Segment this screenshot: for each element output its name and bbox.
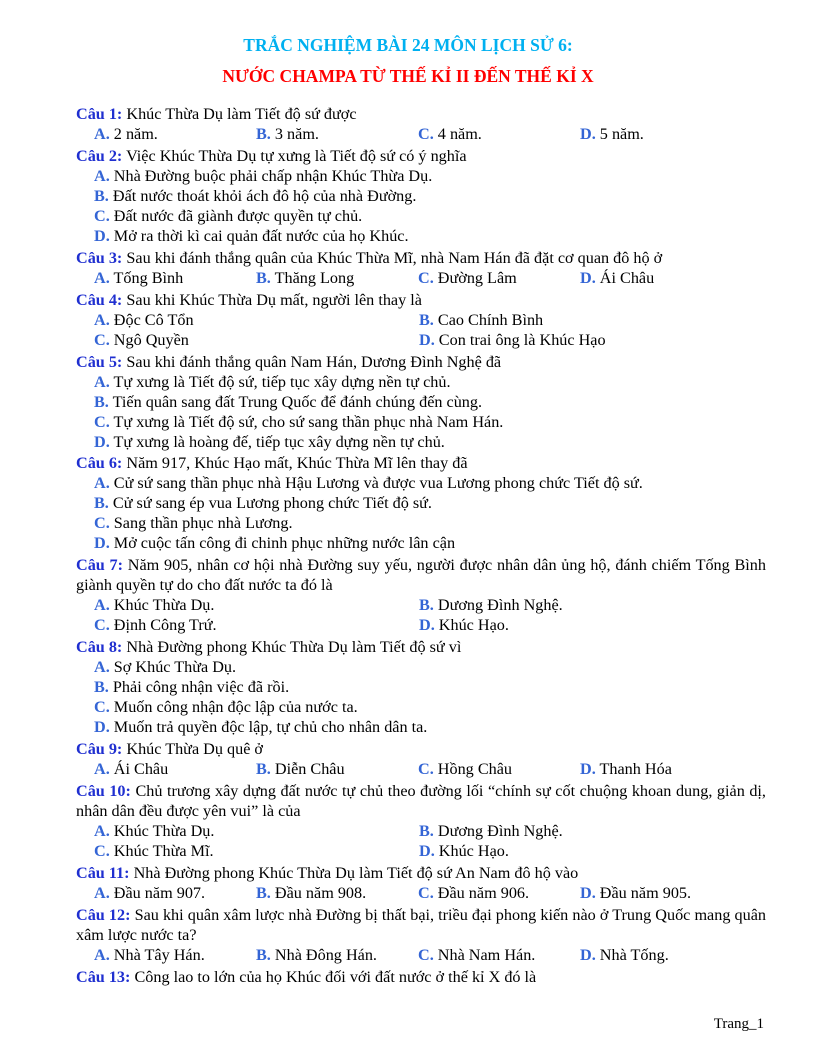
answer-option <box>256 945 418 965</box>
option-letter: B. <box>256 760 271 779</box>
option-letter: A. <box>94 945 110 964</box>
question-number: Câu 4: <box>76 290 123 309</box>
answer-option <box>419 310 744 330</box>
answer-option <box>419 595 744 615</box>
question-stem <box>76 248 766 268</box>
options-row <box>94 310 766 330</box>
option-letter: D. <box>419 616 435 635</box>
option-text: 3 năm. <box>270 125 319 143</box>
answer-options <box>76 595 766 635</box>
options-row <box>94 595 766 615</box>
option-letter: C. <box>94 514 110 533</box>
answer-option <box>418 945 580 965</box>
option-text: Đầu năm 908. <box>270 883 367 902</box>
answer-option <box>94 717 427 737</box>
option-letter: A. <box>94 310 110 329</box>
option-letter: C. <box>418 125 434 143</box>
answer-option <box>94 473 643 493</box>
option-letter: C. <box>94 412 110 431</box>
option-letter: B. <box>94 392 109 411</box>
option-text: 5 năm. <box>595 125 644 143</box>
option-text: Ái Châu <box>109 760 169 779</box>
option-text: Tự xưng là Tiết độ sứ, cho sứ sang thần phục nhà Nam Hán. <box>109 412 504 431</box>
option-text: Khúc Hạo. <box>434 842 509 861</box>
answer-option <box>94 759 256 779</box>
question-stem <box>76 453 766 473</box>
answer-option <box>94 206 362 226</box>
option-text: Muốn trả quyền độc lập, tự chủ cho nhân dân ta. <box>109 718 428 737</box>
option-text: Tiến quân sang đất Trung Quốc để đánh chúng đến cùng. <box>108 392 483 411</box>
option-letter: A. <box>94 268 110 287</box>
question-text: Khúc Thừa Dụ quê ở <box>122 740 263 759</box>
question-9 <box>76 739 766 779</box>
answer-option <box>94 697 358 717</box>
answer-option <box>94 432 445 452</box>
question-number: Câu 12: <box>76 905 131 924</box>
question-6 <box>76 453 766 553</box>
answer-option <box>94 615 419 635</box>
answer-option <box>419 615 744 635</box>
options-row <box>94 412 766 432</box>
answer-option <box>94 330 419 350</box>
answer-options <box>76 310 766 350</box>
option-text: Định Công Trứ. <box>109 616 217 635</box>
option-letter: C. <box>94 330 110 349</box>
option-letter: B. <box>256 268 271 287</box>
question-number: Câu 2: <box>76 146 123 165</box>
question-text: Sau khi đánh thắng quân của Khúc Thừa Mĩ, nhà Nam Hán đã đặt cơ quan đô hộ ở <box>122 248 663 267</box>
options-row <box>94 493 766 513</box>
answer-option <box>94 883 256 903</box>
question-number: Câu 1: <box>76 105 123 123</box>
option-text: Diễn Châu <box>270 760 345 779</box>
answer-option <box>418 268 580 288</box>
question-list <box>76 104 766 987</box>
answer-option <box>580 759 742 779</box>
answer-options <box>76 268 766 288</box>
option-letter: D. <box>94 226 110 245</box>
option-letter: A. <box>94 658 110 677</box>
answer-option <box>580 124 742 144</box>
question-stem <box>76 104 766 124</box>
document-subtitle: NƯỚC CHAMPA TỪ THẾ KỈ II ĐẾN THẾ KỈ X <box>222 66 594 86</box>
option-text: Tự xưng là hoàng đế, tiếp tục xây dựng nền tự chủ. <box>109 432 445 451</box>
option-text: Sợ Khúc Thừa Dụ. <box>109 658 237 677</box>
question-13 <box>76 967 766 987</box>
question-text: Năm 917, Khúc Hạo mất, Khúc Thừa Mĩ lên thay đã <box>122 454 468 473</box>
option-letter: A. <box>94 474 110 493</box>
question-text: Năm 905, nhân cơ hội nhà Đường suy yếu, người được nhân dân ủng hộ, đánh chiếm Tống Bình giành quyền tự do cho đất nước ta đó là <box>76 556 766 595</box>
answer-options <box>76 473 766 553</box>
option-text: Nhà Tống. <box>595 945 669 964</box>
option-letter: D. <box>580 760 596 779</box>
question-stem <box>76 863 766 883</box>
option-text: Mở ra thời kì cai quản đất nước của họ Khúc. <box>109 226 409 245</box>
option-letter: A. <box>94 166 110 185</box>
answer-option <box>580 883 742 903</box>
option-letter: C. <box>418 883 434 902</box>
option-text: Khúc Thừa Dụ. <box>109 822 215 841</box>
option-letter: B. <box>256 945 271 964</box>
answer-options <box>76 657 766 737</box>
option-text: Ái Châu <box>595 268 655 287</box>
answer-options <box>76 821 766 861</box>
options-row <box>94 268 766 288</box>
question-4 <box>76 290 766 350</box>
question-stem <box>76 637 766 657</box>
option-letter: D. <box>94 718 110 737</box>
answer-option <box>94 392 482 412</box>
options-row <box>94 697 766 717</box>
options-row <box>94 186 766 206</box>
answer-option <box>94 166 432 186</box>
option-letter: D. <box>580 883 596 902</box>
question-2 <box>76 146 766 246</box>
option-letter: D. <box>580 945 596 964</box>
option-text: Đầu năm 905. <box>595 883 692 902</box>
answer-option <box>418 759 580 779</box>
options-row <box>94 883 766 903</box>
answer-options <box>76 883 766 903</box>
options-row <box>94 206 766 226</box>
option-letter: C. <box>94 698 110 717</box>
question-text: Sau khi Khúc Thừa Dụ mất, người lên thay là <box>122 290 422 309</box>
question-text: Công lao to lớn của họ Khúc đối với đất nước ở thế kỉ X đó là <box>130 967 537 986</box>
question-stem <box>76 352 766 372</box>
answer-option <box>94 677 289 697</box>
question-7 <box>76 555 766 635</box>
option-text: Nhà Đường buộc phải chấp nhận Khúc Thừa Dụ. <box>109 166 433 185</box>
option-letter: D. <box>580 125 596 143</box>
option-text: Dương Đình Nghệ. <box>433 822 563 841</box>
options-row <box>94 166 766 186</box>
options-row <box>94 657 766 677</box>
question-stem <box>76 905 766 945</box>
question-number: Câu 13: <box>76 967 131 986</box>
answer-option <box>580 268 742 288</box>
option-letter: B. <box>419 310 434 329</box>
option-letter: D. <box>419 842 435 861</box>
question-stem <box>76 146 766 166</box>
question-stem <box>76 739 766 759</box>
option-text: Đầu năm 906. <box>433 883 530 902</box>
options-row <box>94 226 766 246</box>
answer-option <box>256 124 418 144</box>
options-row <box>94 841 766 861</box>
option-letter: C. <box>94 206 110 225</box>
options-row <box>94 615 766 635</box>
option-text: Dương Đình Nghệ. <box>433 596 563 615</box>
option-letter: B. <box>419 596 434 615</box>
question-text: Sau khi đánh thắng quân Nam Hán, Dương Đình Nghệ đã <box>122 352 502 371</box>
option-letter: A. <box>94 822 110 841</box>
options-row <box>94 124 766 144</box>
option-letter: D. <box>94 432 110 451</box>
question-3 <box>76 248 766 288</box>
answer-option <box>419 821 744 841</box>
option-letter: D. <box>419 330 435 349</box>
option-letter: B. <box>419 822 434 841</box>
option-text: Nhà Đông Hán. <box>270 945 377 964</box>
answer-option <box>94 268 256 288</box>
answer-option <box>94 841 419 861</box>
option-text: Cử sứ sang ép vua Lương phong chức Tiết độ sứ. <box>108 494 432 513</box>
option-letter: A. <box>94 125 110 143</box>
answer-option <box>419 330 744 350</box>
option-text: Đầu năm 907. <box>109 883 206 902</box>
question-number: Câu 10: <box>76 782 131 801</box>
question-stem <box>76 555 766 595</box>
question-1 <box>76 104 766 144</box>
answer-option <box>94 595 419 615</box>
option-letter: C. <box>94 616 110 635</box>
option-text: Khúc Thừa Mĩ. <box>109 842 214 861</box>
answer-option <box>94 493 432 513</box>
options-row <box>94 392 766 412</box>
answer-option <box>94 124 256 144</box>
answer-options <box>76 945 766 965</box>
answer-option <box>418 124 580 144</box>
question-stem <box>76 290 766 310</box>
options-row <box>94 330 766 350</box>
question-8 <box>76 637 766 737</box>
answer-option <box>94 226 409 246</box>
answer-option <box>94 533 455 553</box>
option-text: Đất nước thoát khỏi ách đô hộ của nhà Đường. <box>108 186 417 205</box>
option-text: 4 năm. <box>433 125 482 143</box>
option-text: Con trai ông là Khúc Hạo <box>434 330 606 349</box>
option-letter: D. <box>94 534 110 553</box>
answer-option <box>256 883 418 903</box>
option-letter: A. <box>94 883 110 902</box>
option-text: Phải công nhận việc đã rồi. <box>108 678 290 697</box>
option-letter: B. <box>256 125 271 143</box>
question-number: Câu 5: <box>76 352 123 371</box>
options-row <box>94 759 766 779</box>
option-text: Nhà Tây Hán. <box>109 945 205 964</box>
option-letter: A. <box>94 372 110 391</box>
option-text: Khúc Thừa Dụ. <box>109 596 215 615</box>
option-text: Mở cuộc tấn công đi chinh phục những nước lân cận <box>109 534 456 553</box>
option-text: Cử sứ sang thần phục nhà Hậu Lương và được vua Lương phong chức Tiết độ sứ. <box>109 474 643 493</box>
option-letter: C. <box>418 268 434 287</box>
option-text: Ngô Quyền <box>109 330 189 349</box>
question-number: Câu 11: <box>76 863 130 882</box>
option-text: Muốn công nhận độc lập của nước ta. <box>109 698 358 717</box>
answer-option <box>419 841 744 861</box>
option-text: Nhà Nam Hán. <box>433 945 536 964</box>
question-text: Khúc Thừa Dụ làm Tiết độ sứ được <box>122 105 357 123</box>
answer-option <box>94 513 293 533</box>
answer-option <box>256 759 418 779</box>
option-letter: C. <box>418 760 434 779</box>
options-row <box>94 821 766 841</box>
answer-option <box>94 412 503 432</box>
options-row <box>94 945 766 965</box>
options-row <box>94 372 766 392</box>
option-text: Đất nước đã giành được quyền tự chủ. <box>109 206 363 225</box>
question-text: Việc Khúc Thừa Dụ tự xưng là Tiết độ sứ có ý nghĩa <box>122 146 467 165</box>
page-number: Trang_1 <box>713 1016 764 1032</box>
question-text: Nhà Đường phong Khúc Thừa Dụ làm Tiết độ sứ vì <box>122 638 462 657</box>
answer-option <box>94 657 236 677</box>
answer-option <box>94 945 256 965</box>
option-letter: D. <box>580 268 596 287</box>
option-text: Tống Bình <box>109 268 184 287</box>
document-title: TRẮC NGHIỆM BÀI 24 MÔN LỊCH SỬ 6: <box>243 35 573 55</box>
answer-options <box>76 124 766 144</box>
option-text: Cao Chính Bình <box>433 310 544 329</box>
option-text: Hồng Châu <box>433 760 512 779</box>
answer-options <box>76 759 766 779</box>
options-row <box>94 432 766 452</box>
option-letter: B. <box>94 494 109 513</box>
question-12 <box>76 905 766 965</box>
question-number: Câu 3: <box>76 248 123 267</box>
option-text: Sang thần phục nhà Lương. <box>109 514 293 533</box>
question-stem <box>76 967 766 987</box>
answer-options <box>76 372 766 452</box>
option-letter: B. <box>94 678 109 697</box>
answer-option <box>94 372 451 392</box>
option-letter: C. <box>94 842 110 861</box>
question-text: Chủ trương xây dựng đất nước tự chủ theo đường lối “chính sự cốt chuộng khoan dung, giản dị, nhân dân đều được yên vui” là của <box>76 782 766 821</box>
answer-option <box>94 310 419 330</box>
question-text: Sau khi quân xâm lược nhà Đường bị thất bại, triều đại phong kiến nào ở Trung Quốc mang quân xâm lược nước ta? <box>76 905 766 944</box>
options-row <box>94 717 766 737</box>
question-text: Nhà Đường phong Khúc Thừa Dụ làm Tiết độ sứ An Nam đô hộ vào <box>129 863 579 882</box>
options-row <box>94 473 766 493</box>
options-row <box>94 677 766 697</box>
option-text: 2 năm. <box>109 125 158 143</box>
option-text: Đường Lâm <box>433 268 517 287</box>
option-letter: A. <box>94 760 110 779</box>
question-10 <box>76 781 766 861</box>
option-text: Khúc Hạo. <box>434 616 509 635</box>
option-text: Thanh Hóa <box>595 760 672 779</box>
option-letter: C. <box>418 945 434 964</box>
option-letter: A. <box>94 596 110 615</box>
option-letter: B. <box>94 186 109 205</box>
answer-option <box>418 883 580 903</box>
options-row <box>94 533 766 553</box>
option-text: Tự xưng là Tiết độ sứ, tiếp tục xây dựng nền tự chủ. <box>109 372 451 391</box>
question-number: Câu 9: <box>76 740 123 759</box>
answer-option <box>256 268 418 288</box>
question-number: Câu 7: <box>76 556 124 575</box>
answer-options <box>76 166 766 246</box>
question-stem <box>76 781 766 821</box>
question-11 <box>76 863 766 903</box>
question-5 <box>76 352 766 452</box>
options-row <box>94 513 766 533</box>
answer-option <box>580 945 742 965</box>
answer-option <box>94 821 419 841</box>
option-text: Thăng Long <box>270 268 355 287</box>
option-letter: B. <box>256 883 271 902</box>
question-number: Câu 8: <box>76 638 123 657</box>
answer-option <box>94 186 416 206</box>
option-text: Độc Cô Tổn <box>109 310 194 329</box>
question-number: Câu 6: <box>76 454 123 473</box>
